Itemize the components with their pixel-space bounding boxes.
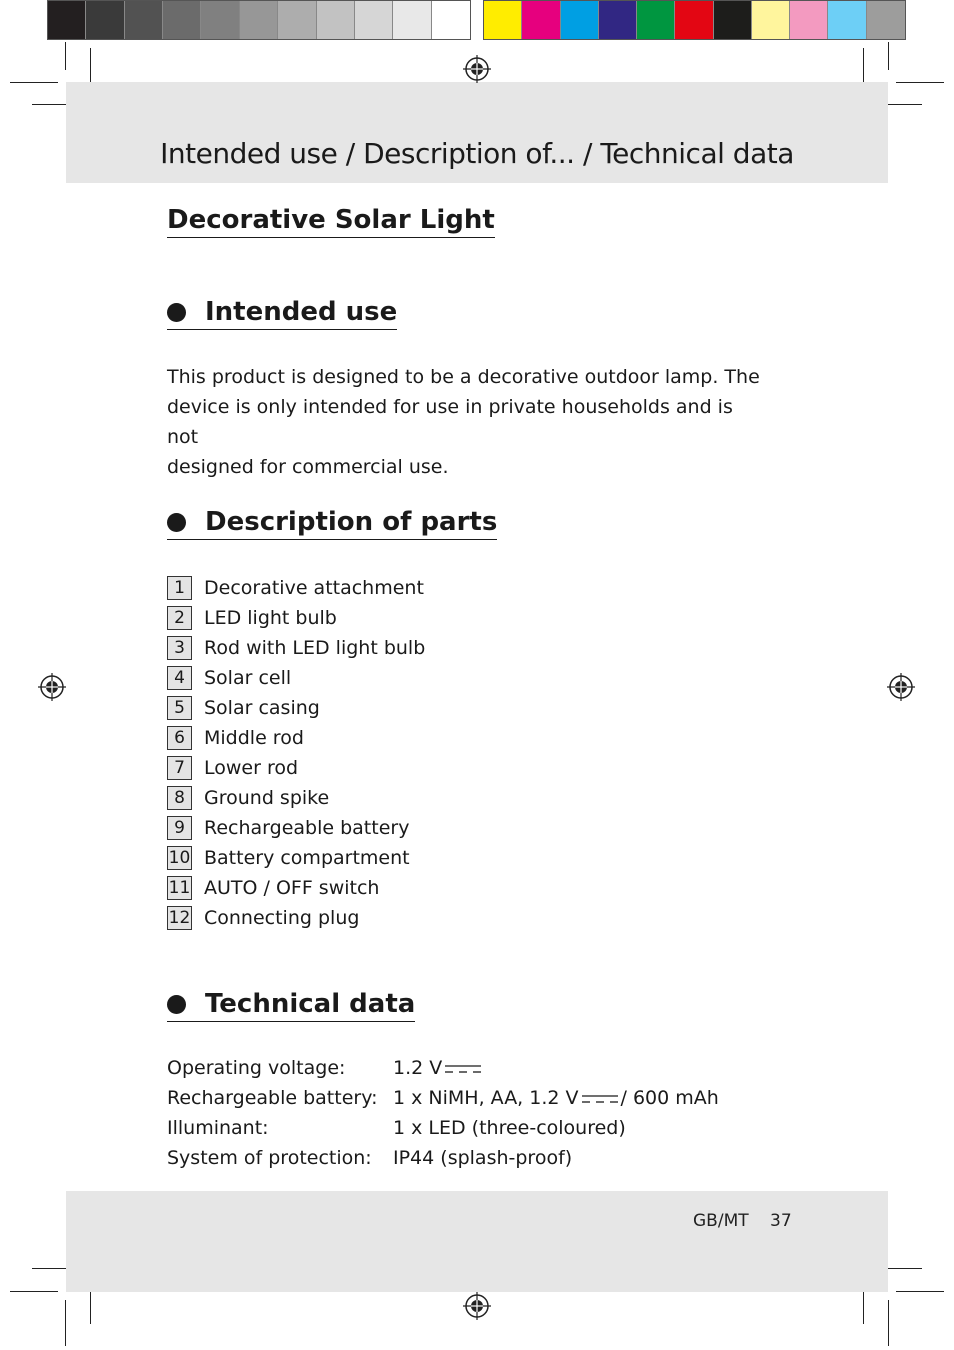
gray-calibration-bar xyxy=(47,0,471,40)
color-swatch xyxy=(752,1,790,39)
color-swatch xyxy=(790,1,828,39)
tech-row xyxy=(167,1053,719,1083)
crop-mark xyxy=(65,1300,66,1346)
section-heading-label: Technical data xyxy=(205,989,416,1019)
color-swatch xyxy=(675,1,713,39)
bullet-icon xyxy=(167,303,186,322)
registration-mark-icon xyxy=(886,672,916,702)
tech-value xyxy=(393,1117,626,1139)
tech-value-text: IP44 (splash-proof) xyxy=(393,1147,573,1169)
registration-mark-icon xyxy=(37,672,67,702)
part-item xyxy=(167,903,425,933)
part-label: Solar casing xyxy=(204,697,320,719)
tech-value xyxy=(393,1057,484,1079)
tech-label: System of protection: xyxy=(167,1147,372,1169)
registration-mark-icon xyxy=(462,1291,492,1321)
part-item xyxy=(167,813,425,843)
part-label: LED light bulb xyxy=(204,607,337,629)
part-label: AUTO / OFF switch xyxy=(204,877,380,899)
tech-value xyxy=(393,1147,572,1169)
section-heading-label: Intended use xyxy=(205,297,398,327)
paragraph-line: This product is designed to be a decorative outdoor lamp. The xyxy=(167,366,760,388)
part-number: 2 xyxy=(167,606,192,630)
part-label: Decorative attachment xyxy=(204,577,424,599)
color-swatch xyxy=(48,1,86,39)
footer-band xyxy=(66,1191,888,1292)
tech-value xyxy=(393,1087,719,1109)
color-swatch xyxy=(867,1,905,39)
crop-mark xyxy=(888,1300,889,1346)
tech-row xyxy=(167,1113,719,1143)
part-number: 8 xyxy=(167,786,192,810)
tech-row xyxy=(167,1143,719,1173)
tech-label: Operating voltage: xyxy=(167,1057,346,1079)
color-swatch xyxy=(714,1,752,39)
crop-mark xyxy=(65,42,66,70)
color-swatch xyxy=(86,1,124,39)
part-item xyxy=(167,633,425,663)
part-label: Rechargeable battery xyxy=(204,817,410,839)
crop-mark xyxy=(896,1291,944,1292)
section-heading-label: Description of parts xyxy=(205,507,498,537)
part-number: 4 xyxy=(167,666,192,690)
footer-language: GB/MT xyxy=(693,1211,749,1231)
part-item xyxy=(167,603,425,633)
color-swatch xyxy=(201,1,239,39)
section-heading-parts xyxy=(167,507,497,540)
section-heading-intended-use xyxy=(167,297,397,330)
color-swatch xyxy=(522,1,560,39)
part-item xyxy=(167,693,425,723)
tech-value-text: 1 x LED (three-coloured) xyxy=(393,1117,626,1139)
page-title: Intended use / Description of... / Technical data xyxy=(160,137,794,170)
color-swatch xyxy=(561,1,599,39)
part-item xyxy=(167,873,425,903)
page-number: 37 xyxy=(770,1211,792,1231)
dc-symbol-icon xyxy=(582,1094,618,1104)
crop-mark xyxy=(10,82,58,83)
part-number: 10 xyxy=(168,848,191,868)
color-swatch xyxy=(125,1,163,39)
parts-list xyxy=(167,573,425,933)
crop-mark xyxy=(10,1291,58,1292)
tech-value-text: 1 x NiMH, AA, 1.2 V xyxy=(393,1087,579,1109)
color-swatch xyxy=(240,1,278,39)
part-item xyxy=(167,573,425,603)
tech-row xyxy=(167,1083,719,1113)
color-calibration-bar xyxy=(483,0,906,40)
part-label: Lower rod xyxy=(204,757,299,779)
part-label: Connecting plug xyxy=(204,907,360,929)
part-label: Solar cell xyxy=(204,667,292,689)
part-label: Rod with LED light bulb xyxy=(204,637,426,659)
color-swatch xyxy=(828,1,866,39)
part-number: 1 xyxy=(167,576,192,600)
crop-mark xyxy=(888,42,889,70)
registration-mark-icon xyxy=(462,54,492,84)
part-item xyxy=(167,723,425,753)
part-label: Ground spike xyxy=(204,787,330,809)
part-number: 6 xyxy=(167,726,192,750)
color-swatch xyxy=(317,1,355,39)
section-heading-technical xyxy=(167,989,415,1022)
bullet-icon xyxy=(167,995,186,1014)
tech-label: Illuminant: xyxy=(167,1117,269,1139)
crop-mark xyxy=(896,82,944,83)
bullet-icon xyxy=(167,513,186,532)
part-item xyxy=(167,663,425,693)
color-swatch xyxy=(484,1,522,39)
color-swatch xyxy=(432,1,470,39)
color-swatch xyxy=(637,1,675,39)
part-item xyxy=(167,783,425,813)
color-swatch xyxy=(163,1,201,39)
dc-symbol-icon xyxy=(445,1064,481,1074)
technical-data-table xyxy=(167,1053,719,1173)
color-swatch xyxy=(278,1,316,39)
color-swatch xyxy=(599,1,637,39)
tech-label: Rechargeable battery: xyxy=(167,1087,378,1109)
part-number: 3 xyxy=(167,636,192,660)
part-number: 12 xyxy=(168,908,191,928)
color-swatch xyxy=(355,1,393,39)
tech-value-text: 1.2 V xyxy=(393,1057,443,1079)
part-label: Middle rod xyxy=(204,727,304,749)
tech-value-suffix: / 600 mAh xyxy=(620,1087,719,1109)
paragraph-line: device is only intended for use in private households and is not xyxy=(167,396,733,448)
color-swatch xyxy=(393,1,431,39)
paragraph-line: designed for commercial use. xyxy=(167,456,449,478)
part-number: 7 xyxy=(167,756,192,780)
part-number: 5 xyxy=(167,696,192,720)
document-title: Decorative Solar Light xyxy=(167,205,495,238)
part-item xyxy=(167,843,425,873)
part-label: Battery compartment xyxy=(204,847,410,869)
header-band xyxy=(66,82,888,183)
intended-use-paragraph xyxy=(167,362,767,482)
part-number: 11 xyxy=(168,878,191,898)
part-item xyxy=(167,753,425,783)
part-number: 9 xyxy=(167,816,192,840)
